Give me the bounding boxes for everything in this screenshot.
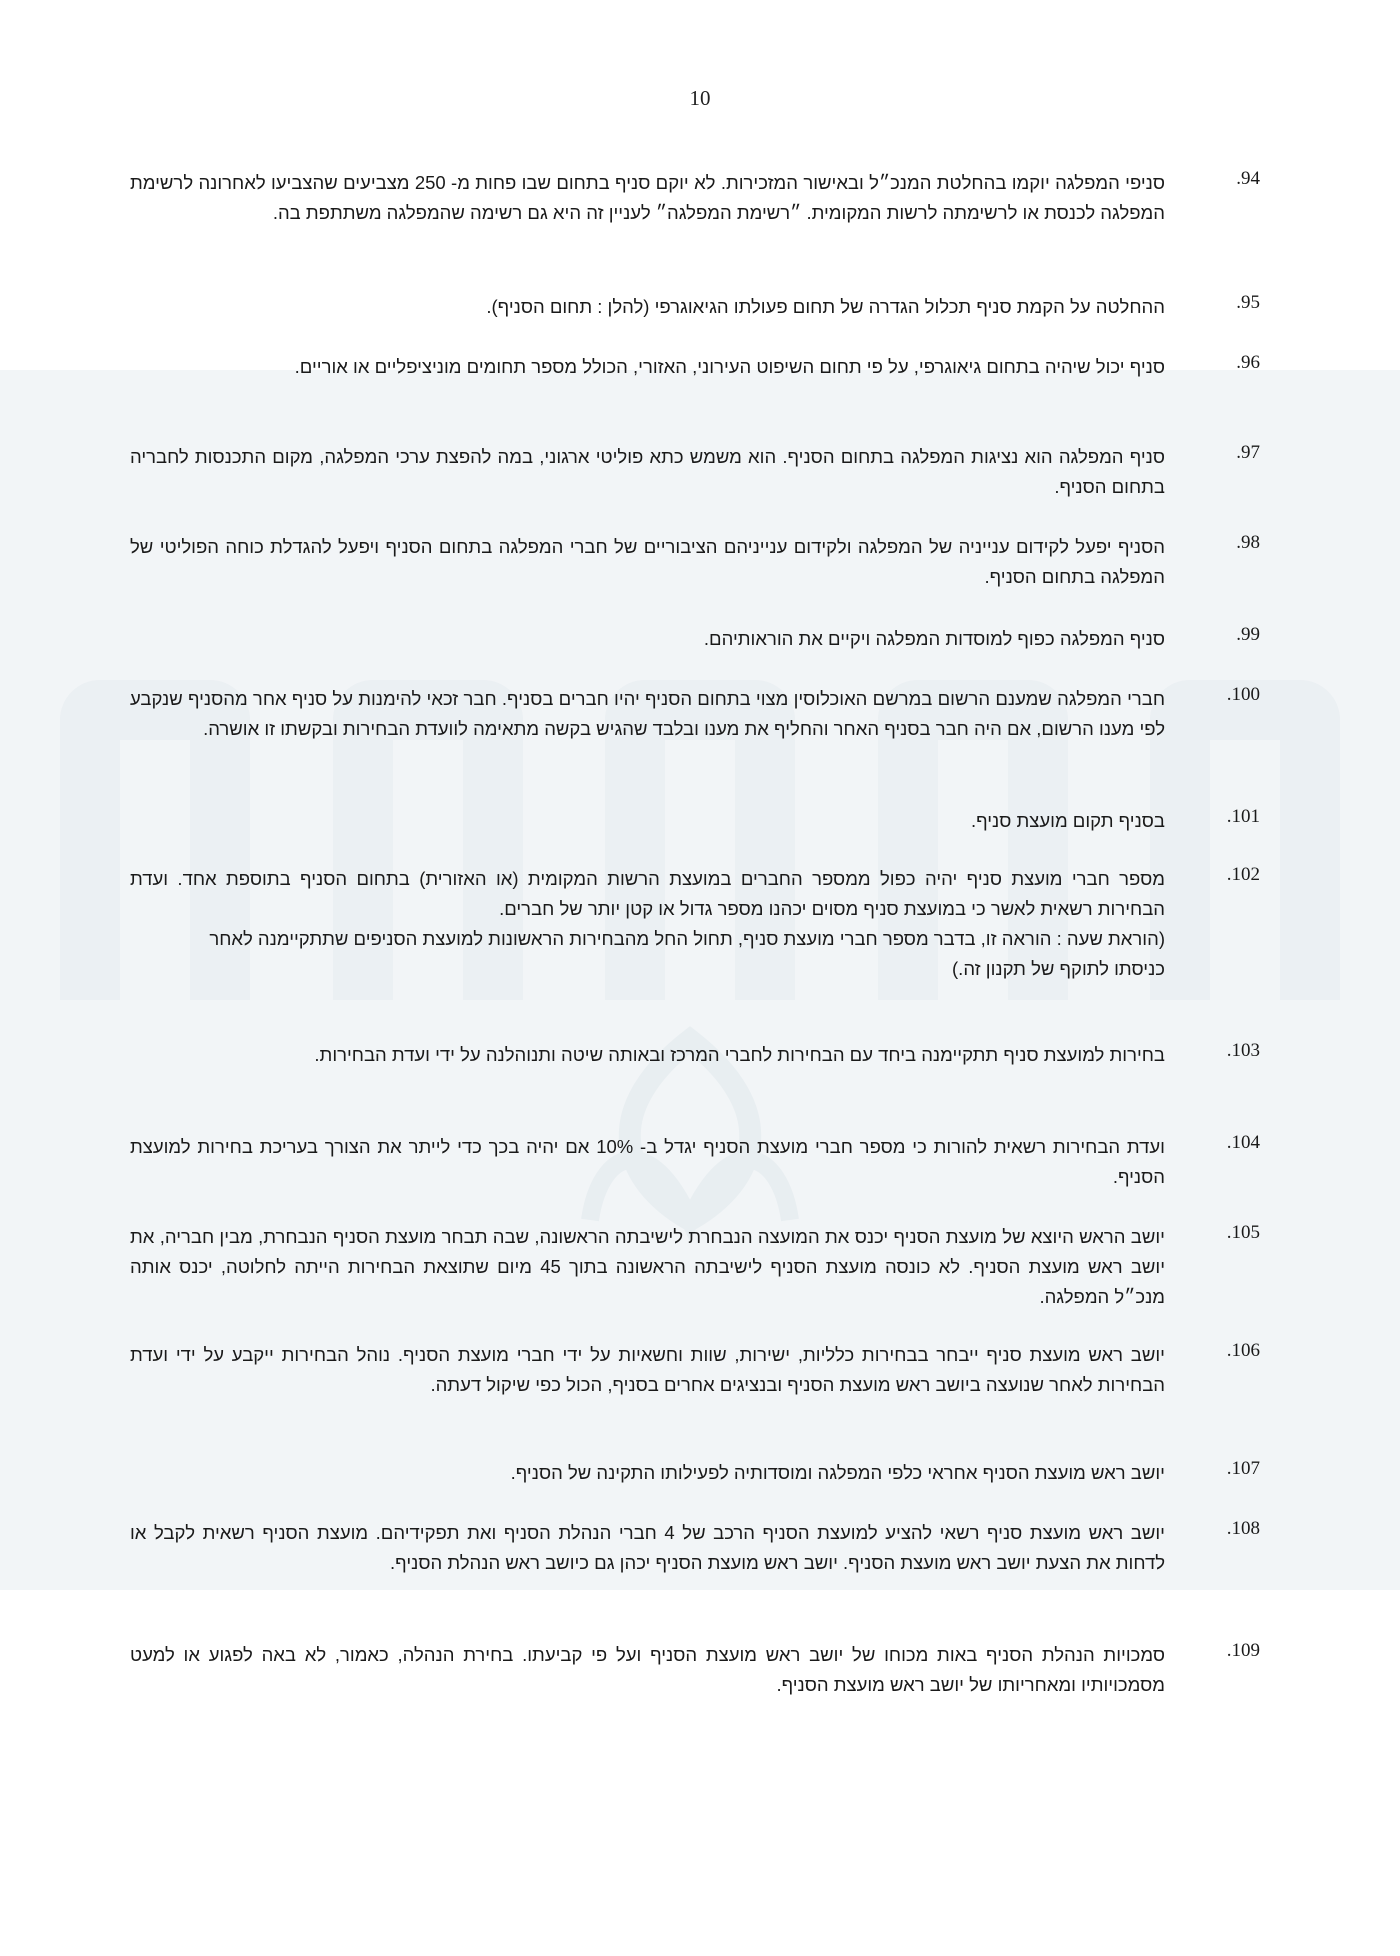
- clause-number: .102: [1226, 864, 1260, 885]
- clause-number: .105: [1226, 1222, 1260, 1243]
- clause-number: .95: [1236, 292, 1260, 313]
- clause-number: .98: [1236, 532, 1260, 553]
- clause-number: .97: [1236, 442, 1260, 463]
- clause-number: .104: [1226, 1132, 1260, 1153]
- clause-text: ועדת הבחירות רשאית להורות כי מספר חברי מועצת הסניף יגדל ב- 10% אם יהיה בכך כדי לייתר את הצורך בעריכת בחירות למועצת הסניף.: [130, 1136, 1165, 1187]
- clause-text: חברי המפלגה שמענם הרשום במרשם האוכלוסין מצוי בתחום הסניף יהיו חברים בסניף. חבר זכאי להימנות על סניף אחר מהסניף שנקבע לפי מענו הרשום, אם היה חבר בסניף האחר והחליף את מענו ובלבד שהגיש בקשה מתאימה לוועדת הבחירות ובקשתו זו אושרה.: [130, 688, 1165, 739]
- clause-number: .109: [1226, 1640, 1260, 1661]
- clause-number: .94: [1236, 168, 1260, 189]
- clause-text: מספר חברי מועצת סניף יהיה כפול ממספר החברים במועצת הרשות המקומית (או האזורית) בתחום הסניף בתוספת אחד. ועדת הבחירות רשאית לאשר כי במועצת סניף מסוים יכהנו מספר גדול או קטן יותר של חברים.: [130, 868, 1165, 919]
- transitional-provision-note: (הוראת שעה : הוראה זו, בדבר מספר חברי מועצת סניף, תחול החל מהבחירות הראשונות למועצת הסניפים שתתקיימנה לאחר כניסתו לתוקף של תקנון זה.): [209, 928, 1165, 979]
- clause-body: [130, 864, 1165, 984]
- clause-text: סמכויות הנהלת הסניף באות מכוחו של יושב ראש מועצת הסניף ועל פי קביעתו. בחירת הנהלה, כאמור, לא באה לפגוע או למעט מסמכויותיו ומאחריותו של יושב ראש מועצת הסניף.: [130, 1644, 1165, 1695]
- clause-number: .101: [1226, 806, 1260, 827]
- clause-number: .103: [1226, 1040, 1260, 1061]
- clause-text: יושב הראש היוצא של מועצת הסניף יכנס את המועצה הנבחרת לישיבתה הראשונה, שבה תבחר מועצת הסניף הנבחרת, מבין חבריה, את יושב ראש מועצת הסניף. לא כונסה מועצת הסניף לישיבתה הראשונה בתוך 45 מיום שתוצאת הבחירות הייתה לחלוטה, יכנס אותה מנכ״ל המפלגה.: [130, 1226, 1166, 1307]
- clause-text: הסניף יפעל לקידום ענייניה של המפלגה ולקידום ענייניהם הציבוריים של חברי המפלגה בתחום הסניף ויפעל להגדלת כוחה הפוליטי של המפלגה בתחום הסניף.: [130, 536, 1165, 587]
- clause-text: בחירות למועצת סניף תתקיימנה ביחד עם הבחירות לחברי המרכז ובאותה שיטה ותנוהלנה על ידי ועדת הבחירות.: [314, 1044, 1165, 1065]
- clause-text: סניף יכול שיהיה בתחום גיאוגרפי, על פי תחום השיפוט העירוני, האזורי, הכולל מספר תחומים מוניציפליים או אוריים.: [294, 356, 1165, 377]
- clause-text: סניף המפלגה הוא נציגות המפלגה בתחום הסניף. הוא משמש כתא פוליטי ארגוני, במה להפצת ערכי המפלגה, מקום התכנסות לחבריה בתחום הסניף.: [130, 446, 1165, 497]
- clause-text: יושב ראש מועצת הסניף אחראי כלפי המפלגה ומוסדותיה לפעילותו התקינה של הסניף.: [510, 1462, 1165, 1483]
- clause-number: .107: [1226, 1458, 1260, 1479]
- clause-number: .100: [1226, 684, 1260, 705]
- clause-text: סניף המפלגה כפוף למוסדות המפלגה ויקיים את הוראותיהם.: [703, 628, 1165, 649]
- clause-text: בסניף תקום מועצת סניף.: [970, 810, 1165, 831]
- clause-text: ההחלטה על הקמת סניף תכלול הגדרה של תחום פעולתו הגיאוגרפי (להלן : תחום הסניף).: [486, 296, 1165, 317]
- clause-number: .99: [1236, 624, 1260, 645]
- clause-text: סניפי המפלגה יוקמו בהחלטת המנכ״ל ובאישור המזכירות. לא יוקם סניף בתחום שבו פחות מ- 250 מצביעים שהצביעו לאחרונה לרשימת המפלגה לכנסת או לרשימתה לרשות המקומית. ״רשימת המפלגה״ לעניין זה היא גם רשימה שהמפלגה משתתפת בה.: [130, 172, 1165, 223]
- clause-text: יושב ראש מועצת סניף ייבחר בבחירות כלליות, ישירות, שוות וחשאיות על ידי חברי מועצת הסניף. נוהל הבחירות ייקבע על ידי ועדת הבחירות לאחר שנועצה ביושב ראש מועצת הסניף ובנציגים אחרים בסניף, הכול כפי שיקול דעתה.: [130, 1344, 1165, 1395]
- clause-number: .108: [1226, 1518, 1260, 1539]
- clause-text: יושב ראש מועצת סניף רשאי להציע למועצת הסניף הרכב של 4 חברי הנהלת הסניף ואת תפקידיהם. מועצת הסניף רשאית לקבל או לדחות את הצעת יושב ראש מועצת הסניף. יושב ראש מועצת הסניף יכהן גם כיושב ראש הנהלת הסניף.: [130, 1522, 1165, 1573]
- clause-number: .106: [1226, 1340, 1260, 1361]
- clause-number: .96: [1236, 352, 1260, 373]
- page-number: 10: [689, 86, 711, 110]
